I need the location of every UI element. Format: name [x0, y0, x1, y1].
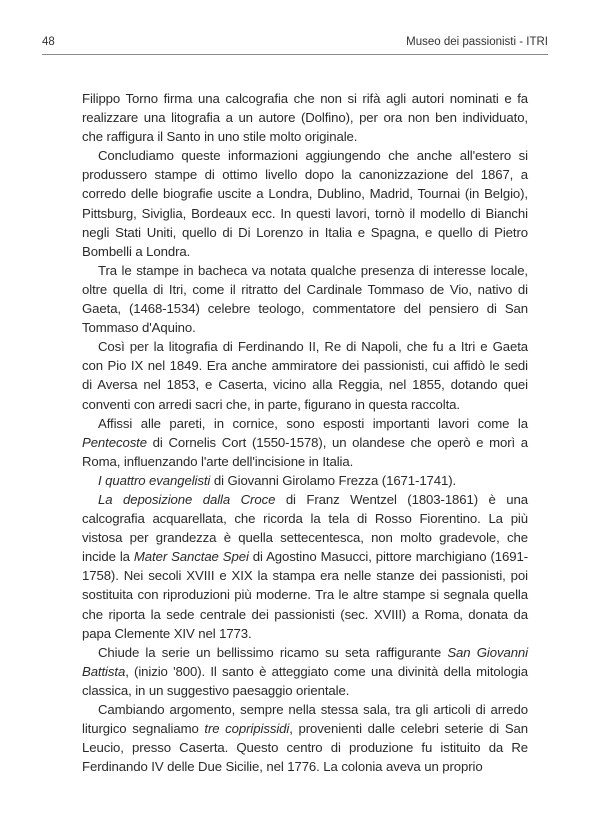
page-number: 48: [42, 36, 55, 48]
paragraph: [82, 490, 528, 643]
text-run: di Agostino Masucci, pittore marchigiano (1691-1758). Nei secoli XVIII e XIX la stampa era nelle stanze dei passionisti, poi sostituita con riproduzioni più moderne. Tra le altre stampe si segnala quella che riporta la sede centrale dei passionisti (sec. XVIII) a Roma, donata da papa Clemente XIV nel 1773.: [82, 549, 528, 641]
paragraph: [82, 261, 528, 337]
paragraph: [82, 89, 528, 146]
italic-title: La deposizione dalla Croce: [98, 491, 276, 507]
italic-title: tre copripissidi: [204, 721, 290, 737]
italic-title: Mater Sanctae Spei: [133, 549, 249, 565]
text-run: , provenienti dalle celebri seterie di San Leucio, presso Caserta. Questo centro di produzione fu istituito da Re Ferdinando IV delle Due Sicilie, nel 1776. La colonia aveva un proprio: [82, 721, 529, 775]
paragraph: [82, 700, 528, 776]
text-run: , (inizio '800). Il santo è atteggiato come una divinità della mitologia classica, in un suggestivo paesaggio orientale.: [82, 663, 528, 698]
italic-title: I quattro evangelisti: [98, 472, 211, 488]
page-header: [42, 34, 548, 55]
paragraph: [82, 471, 528, 490]
text-run: Così per la litografia di Ferdinando II, Re di Napoli, che fu a Itri e Gaeta con Pio IX nel 1849. Era anche ammiratore dei passionisti, cui affidò le sedi di Aversa nel 1853, e Caserta, vicino alla Reggia, nel 1855, dotando quei conventi con arredi sacri che, in parte, figurano in questa raccolta.: [82, 339, 528, 412]
text-run: di Giovanni Girolamo Frezza (1671-1741).: [210, 472, 457, 488]
text-run: Chiude la serie un bellissimo ricamo su seta raffigurante: [98, 644, 448, 660]
paragraph: [82, 146, 528, 261]
text-run: Filippo Torno firma una calcografia che non si rifà agli autori nominati e fa realizzare una litografia a un autore (Dolfino), per ora non ben individuato, che raffigura il Santo in uno stile molto originale.: [82, 91, 528, 145]
italic-title: San Giovanni Battista: [82, 644, 528, 679]
paragraph: [82, 643, 528, 700]
text-run: di Franz Wentzel (1803-1861) è una calcografia acquarellata, che ricorda la tela di Rosso Fiorentino. La più vistosa per grandezza è quella settecentesca, non molto gradevole, che incide la: [82, 491, 528, 565]
paragraph: [82, 414, 528, 471]
text-run: Cambiando argomento, sempre nella stessa sala, tra gli articoli di arredo liturgico segnaliamo: [82, 702, 528, 737]
text-run: Affissi alle pareti, in cornice, sono esposti importanti lavori come la: [98, 415, 528, 431]
text-run: Tra le stampe in bacheca va notata qualche presenza di interesse locale, oltre quella di Itri, come il ritratto del Cardinale Tommaso de Vio, nativo di Gaeta, (1468-1534) celebre teologo, commentatore del pensiero di San Tommaso d'Aquino.: [82, 262, 528, 336]
paragraph: [82, 337, 528, 413]
italic-title: Pentecoste: [82, 434, 147, 450]
text-run: Concludiamo queste informazioni aggiungendo che anche all'estero si produssero stampe di ottimo livello dopo la canonizzazione del 1867, a corredo delle biografie uscite a Londra, Dublino, Madrid, Tournai (in Belgio), Pittsburg, Siviglia, Bordeaux ecc. In questi lavori, tornò il modello di Bianchi negli Stati Uniti, quello di Di Lorenzo in Italia e Spagna, e quello di Pietro Bombelli a Londra.: [82, 148, 528, 259]
text-run: di Cornelis Cort (1550-1578), un olandese che operò e morì a Roma, influenzando l'arte dell'incisione in Italia.: [82, 434, 528, 469]
body-text: [82, 89, 528, 776]
running-title: Museo dei passionisti - ITRI: [406, 36, 548, 48]
